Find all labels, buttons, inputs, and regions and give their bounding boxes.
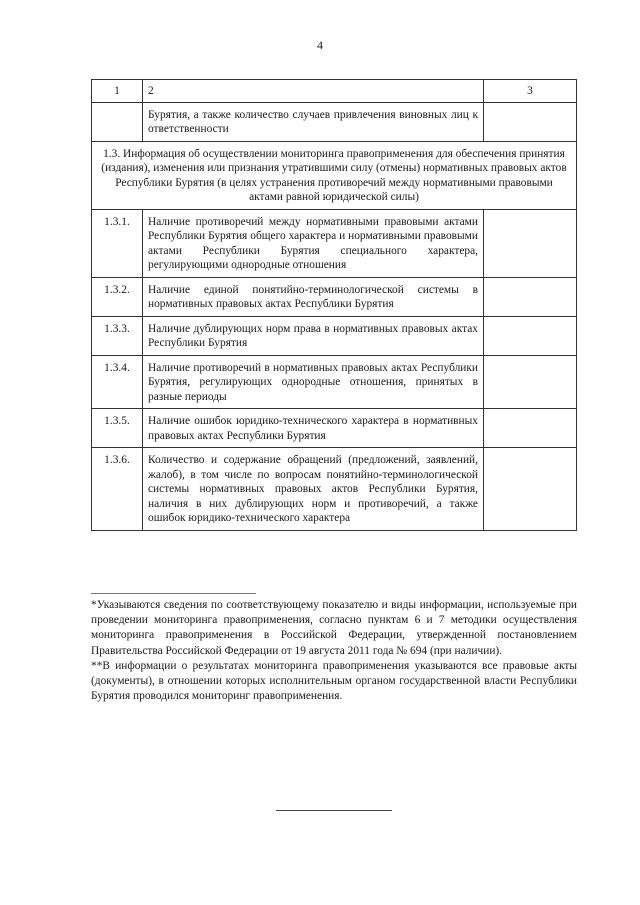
row-text-cell: Наличие единой понятийно-терминологической системы в нормативных правовых актах Республики Бурятия bbox=[143, 277, 484, 316]
section-heading: 1.3. Информация об осуществлении мониторинга правоприменения для обеспечения принятия (издания), изменения или признания утратившими силу (отмены) нормативных правовых актов Республики Бурятия (в целях устранения противоречий между нормативными правовыми актами равной юридической силы) bbox=[92, 141, 577, 209]
row-text-cell: Количество и содержание обращений (предложений, заявлений, жалоб), в том числе по вопросам понятийно-терминологической системы нормативных правовых актов Республики Бурятия, наличия в них дублирующих норм и противоречий, а также ошибок юридико-технического характера bbox=[143, 448, 484, 531]
footnotes bbox=[91, 598, 577, 704]
footnote-1: *Указываются сведения по соответствующему показателю и виды информации, используемые при проведении мониторинга правоприменения, согласно пунктам 6 и 7 методики осуществления мониторинга правоприменения в Российской Федерации, утвержденной постановлением Правительства Российской Федерации от 19 августа 2011 года № 694 (при наличии). bbox=[91, 599, 577, 657]
table-row bbox=[92, 277, 577, 316]
table-row bbox=[92, 409, 577, 448]
row-value-cell bbox=[484, 355, 577, 409]
table-row bbox=[92, 355, 577, 409]
end-divider bbox=[276, 810, 392, 811]
table-row bbox=[92, 448, 577, 531]
row-text-cell: Наличие дублирующих норм права в нормативных правовых актах Республики Бурятия bbox=[143, 316, 484, 355]
row-text-cell: Наличие ошибок юридико-технического характера в нормативных правовых актах Республики Бурятия bbox=[143, 409, 484, 448]
row-value-cell bbox=[484, 277, 577, 316]
table-row bbox=[92, 102, 577, 141]
column-header-1: 1 bbox=[92, 80, 143, 103]
footnote-2: **В информации о результатах мониторинга правоприменения указываются все правовые акты (документы), в отношении которых исполнительным органом государственной власти Республики Бурятия проводился мониторинг правоприменения. bbox=[91, 659, 577, 703]
row-value-cell bbox=[484, 102, 577, 141]
column-header-3: 3 bbox=[484, 80, 577, 103]
row-number-cell: 1.3.2. bbox=[92, 277, 143, 316]
table-row bbox=[92, 209, 577, 277]
table-header-row bbox=[92, 80, 577, 103]
footnote-divider bbox=[91, 593, 256, 594]
page-number: 4 bbox=[317, 38, 323, 52]
row-number-cell: 1.3.4. bbox=[92, 355, 143, 409]
row-number-cell: 1.3.5. bbox=[92, 409, 143, 448]
row-value-cell bbox=[484, 316, 577, 355]
row-value-cell bbox=[484, 409, 577, 448]
section-row bbox=[92, 141, 577, 209]
column-header-2: 2 bbox=[143, 80, 484, 103]
row-number-cell: 1.3.6. bbox=[92, 448, 143, 531]
indicators-table bbox=[91, 79, 577, 531]
row-number-cell: 1.3.3. bbox=[92, 316, 143, 355]
row-text-cell: Наличие противоречий между нормативными правовыми актами Республики Бурятия общего характера и нормативными правовыми актами Республики Бурятия специального характера, регулирующими однородные отношения bbox=[143, 209, 484, 277]
row-number-cell bbox=[92, 102, 143, 141]
row-value-cell bbox=[484, 209, 577, 277]
table-row bbox=[92, 316, 577, 355]
row-text-cell: Наличие противоречий в нормативных правовых актах Республики Бурятия, регулирующих однородные отношения, принятых в разные периоды bbox=[143, 355, 484, 409]
row-value-cell bbox=[484, 448, 577, 531]
row-text-cell: Бурятия, а также количество случаев привлечения виновных лиц к ответственности bbox=[143, 102, 484, 141]
row-number-cell: 1.3.1. bbox=[92, 209, 143, 277]
